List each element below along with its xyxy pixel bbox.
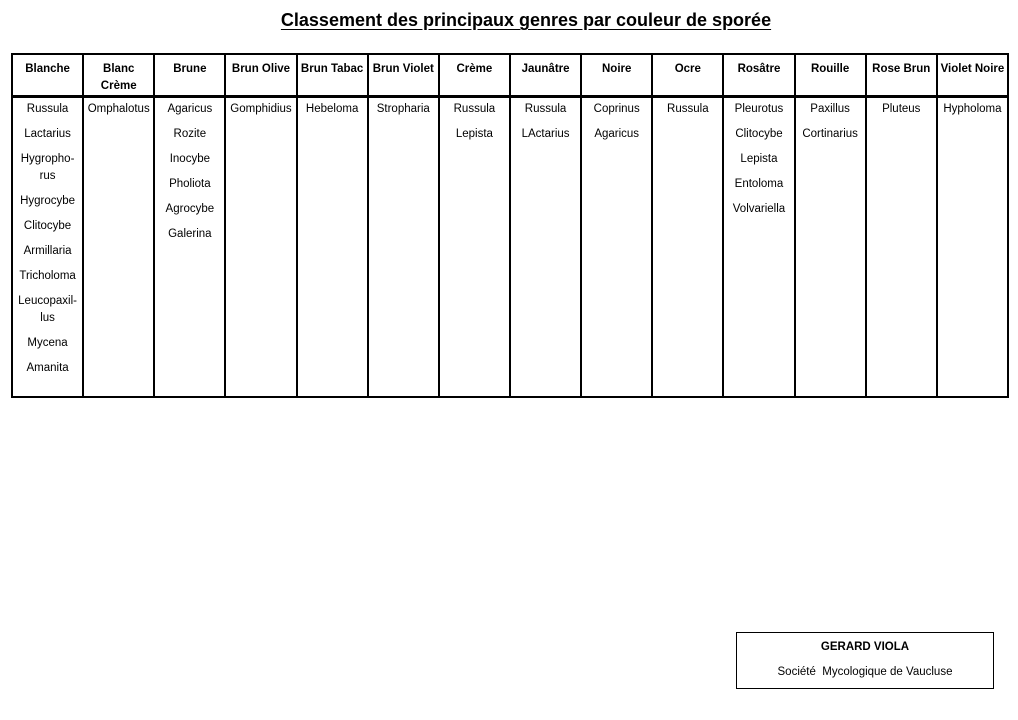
- author-organization: Société Mycologique de Vaucluse: [777, 666, 953, 678]
- genus-list: [155, 101, 224, 243]
- list-item: Omphalotus: [87, 103, 150, 115]
- list-item: Clitocybe: [735, 128, 783, 140]
- genus-cell: [795, 97, 866, 398]
- list-item: Russula: [453, 103, 496, 115]
- list-item: Russula: [667, 103, 709, 115]
- list-item: Paxillus: [810, 103, 850, 115]
- genus-cell: [652, 97, 723, 398]
- genus-list: [867, 101, 936, 118]
- column-header: Brun Tabac: [297, 54, 368, 97]
- list-item: Lepista: [740, 153, 778, 165]
- list-item: Agrocybe: [165, 203, 215, 215]
- list-item: Hebeloma: [305, 103, 359, 115]
- list-item: Leucopaxil-lus: [18, 295, 77, 324]
- list-item: Stropharia: [376, 103, 430, 115]
- genus-list: [369, 101, 438, 118]
- genus-list: [84, 101, 153, 118]
- column-header: Rose Brun: [866, 54, 937, 97]
- genus-cell: [154, 97, 225, 398]
- list-item: Hygrocybe: [20, 195, 76, 207]
- list-item: Gomphidius: [230, 103, 292, 115]
- genus-cell: [12, 97, 83, 398]
- list-item: Agaricus: [167, 103, 213, 115]
- list-item: Pholiota: [169, 178, 211, 190]
- column-header: Violet Noire: [937, 54, 1008, 97]
- column-header: Brune: [154, 54, 225, 97]
- column-header: Ocre: [652, 54, 723, 97]
- list-item: Clitocybe: [23, 220, 72, 232]
- genus-cell: [368, 97, 439, 398]
- genus-list: [226, 101, 295, 118]
- list-item: Galerina: [168, 228, 212, 240]
- list-item: Russula: [26, 103, 69, 115]
- genus-list: [938, 101, 1007, 118]
- list-item: LActarius: [521, 128, 570, 140]
- list-item: Mycena: [27, 337, 68, 349]
- list-item: Agaricus: [594, 128, 640, 140]
- genus-list: [796, 101, 865, 143]
- list-item: Lepista: [455, 128, 493, 140]
- column-header: Rosâtre: [723, 54, 794, 97]
- spore-color-table: [11, 53, 1009, 398]
- header-row: [12, 54, 1008, 97]
- author-box: [736, 632, 994, 689]
- column-header: Jaunâtre: [510, 54, 581, 97]
- genus-cell: [297, 97, 368, 398]
- genus-cell: [439, 97, 510, 398]
- column-header: Blanche: [12, 54, 83, 97]
- genus-cell: [83, 97, 154, 398]
- list-item: Pleurotus: [734, 103, 784, 115]
- genus-cell: [510, 97, 581, 398]
- genus-list: [653, 101, 722, 118]
- genus-list: [298, 101, 367, 118]
- genus-list: [13, 101, 82, 377]
- list-item: Amanita: [26, 362, 69, 374]
- genus-cell: [225, 97, 296, 398]
- column-header: Brun Olive: [225, 54, 296, 97]
- genus-cell: [723, 97, 794, 398]
- list-item: Hygropho-rus: [20, 153, 75, 182]
- column-header: Brun Violet: [368, 54, 439, 97]
- table-row: [12, 97, 1008, 398]
- list-item: Russula: [524, 103, 567, 115]
- genus-cell: [581, 97, 652, 398]
- list-item: Entoloma: [734, 178, 784, 190]
- list-item: Coprinus: [593, 103, 640, 115]
- genus-cell: [937, 97, 1008, 398]
- page-title: Classement des principaux genres par couleur de sporée: [280, 10, 772, 30]
- author-name: GERARD VIOLA: [820, 641, 910, 653]
- list-item: Inocybe: [169, 153, 210, 165]
- list-item: Volvariella: [732, 203, 786, 215]
- column-header: Rouille: [795, 54, 866, 97]
- list-item: Lactarius: [24, 128, 71, 140]
- column-header: Noire: [581, 54, 652, 97]
- column-header: Blanc Crème: [83, 54, 154, 97]
- genus-list: [440, 101, 509, 143]
- genus-list: [511, 101, 580, 143]
- list-item: Cortinarius: [802, 128, 858, 140]
- list-item: Pluteus: [882, 103, 921, 115]
- genus-list: [582, 101, 651, 143]
- list-item: Tricholoma: [19, 270, 76, 282]
- genus-cell: [866, 97, 937, 398]
- column-header: Crème: [439, 54, 510, 97]
- list-item: Hypholoma: [943, 103, 1002, 115]
- list-item: Rozite: [173, 128, 207, 140]
- genus-list: [724, 101, 793, 218]
- list-item: Armillaria: [23, 245, 72, 257]
